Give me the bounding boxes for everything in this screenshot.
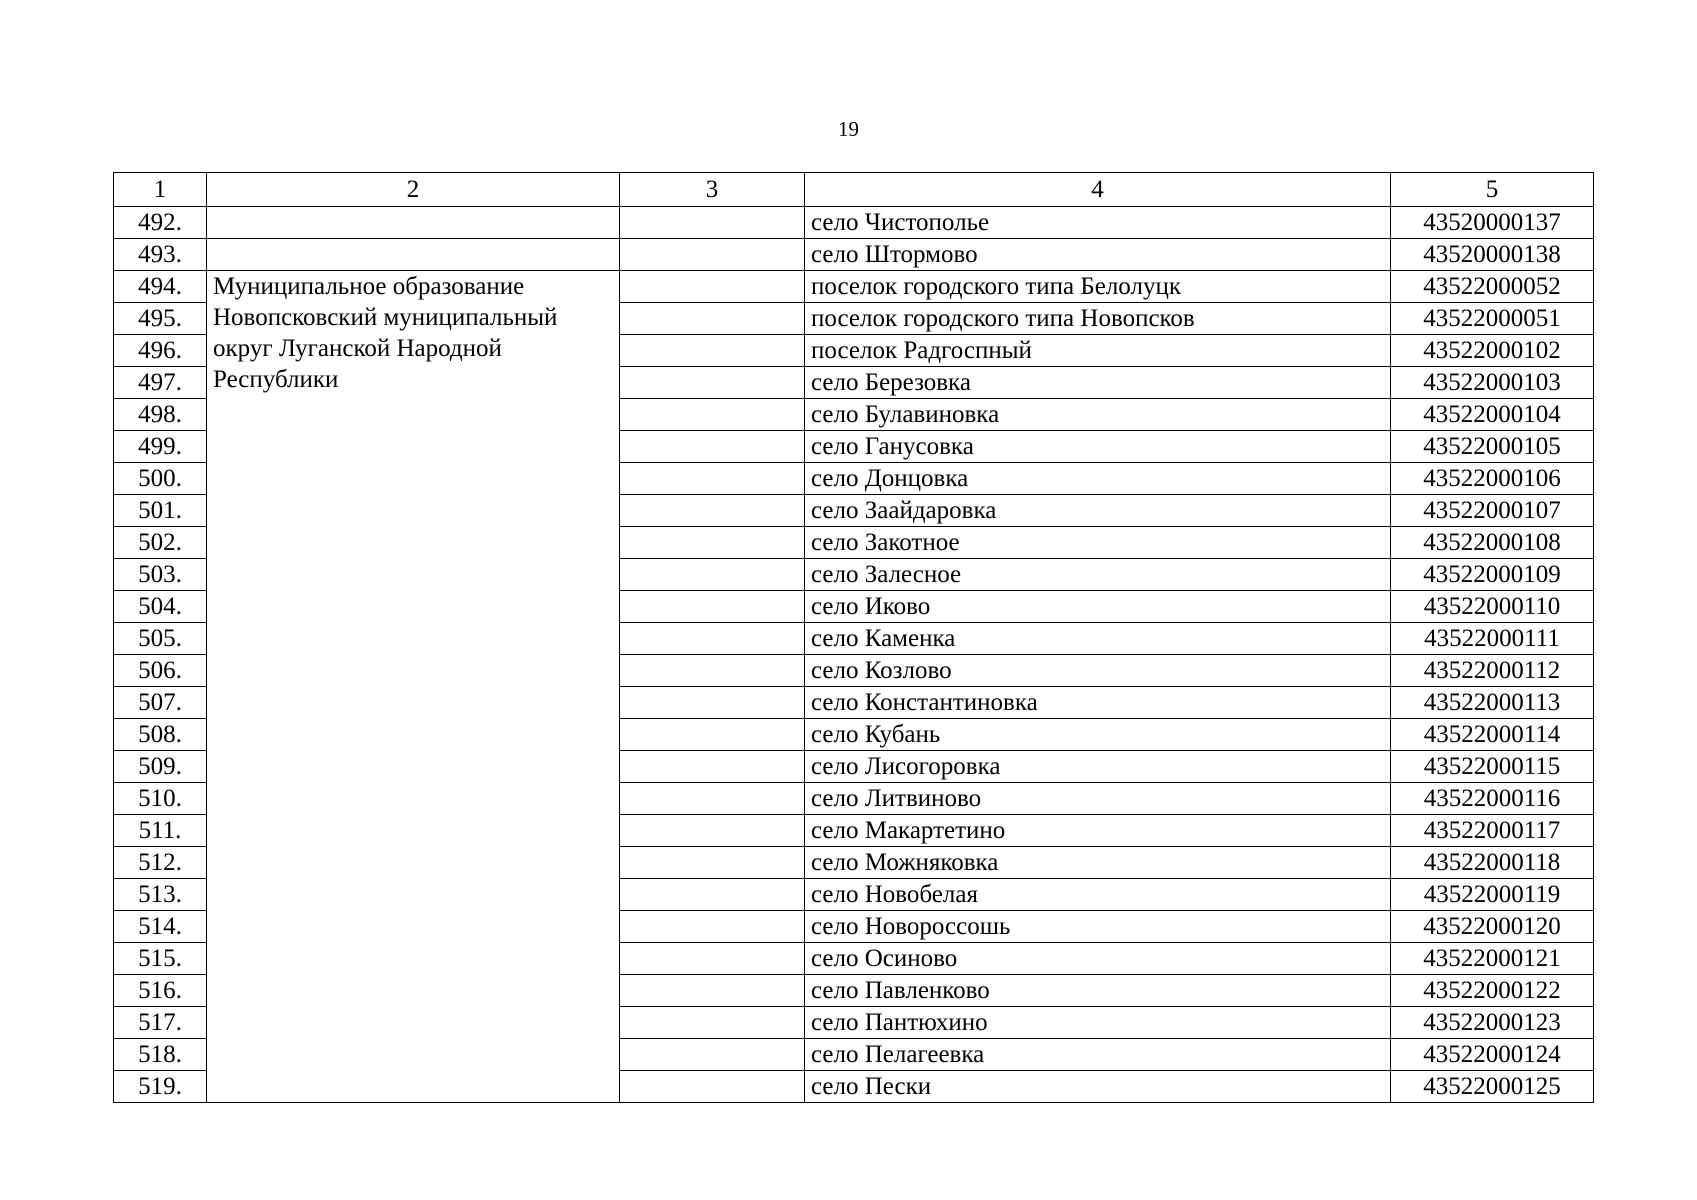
settlement-name-cell: поселок городского типа Новопсков — [805, 303, 1391, 335]
column-3-cell — [620, 591, 805, 623]
row-number-cell: 501. — [114, 495, 207, 527]
settlement-code-cell: 43522000108 — [1391, 527, 1594, 559]
row-number-cell: 495. — [114, 303, 207, 335]
settlement-name-cell: село Лисогоровка — [805, 751, 1391, 783]
settlement-name-cell: село Пантюхино — [805, 1007, 1391, 1039]
settlement-code-cell: 43522000103 — [1391, 367, 1594, 399]
column-3-cell — [620, 847, 805, 879]
settlement-code-cell: 43522000118 — [1391, 847, 1594, 879]
settlement-code-cell: 43522000123 — [1391, 1007, 1594, 1039]
table-row — [114, 239, 1594, 271]
row-number-cell: 508. — [114, 719, 207, 751]
settlement-name-cell: поселок городского типа Белолуцк — [805, 271, 1391, 303]
settlement-name-cell: село Березовка — [805, 367, 1391, 399]
municipality-cell — [207, 271, 620, 1103]
settlement-name-cell: село Булавиновка — [805, 399, 1391, 431]
row-number-cell: 518. — [114, 1039, 207, 1071]
column-3-cell — [620, 335, 805, 367]
settlement-name-cell: село Константиновка — [805, 687, 1391, 719]
settlement-code-cell: 43522000124 — [1391, 1039, 1594, 1071]
header-col-3: 3 — [620, 173, 805, 207]
settlement-code-cell: 43522000115 — [1391, 751, 1594, 783]
column-3-cell — [620, 719, 805, 751]
settlement-name-cell: село Донцовка — [805, 463, 1391, 495]
settlement-code-cell: 43522000125 — [1391, 1071, 1594, 1103]
settlement-code-cell: 43522000120 — [1391, 911, 1594, 943]
column-3-cell — [620, 527, 805, 559]
column-3-cell — [620, 783, 805, 815]
header-col-2: 2 — [207, 173, 620, 207]
settlement-code-cell: 43522000104 — [1391, 399, 1594, 431]
row-number-cell: 499. — [114, 431, 207, 463]
row-number-cell: 511. — [114, 815, 207, 847]
settlement-code-cell: 43522000052 — [1391, 271, 1594, 303]
settlement-name-cell: село Закотное — [805, 527, 1391, 559]
settlement-code-cell: 43522000051 — [1391, 303, 1594, 335]
column-3-cell — [620, 815, 805, 847]
settlement-name-cell: село Козлово — [805, 655, 1391, 687]
column-3-cell — [620, 655, 805, 687]
row-number-cell: 510. — [114, 783, 207, 815]
settlement-name-cell: село Осиново — [805, 943, 1391, 975]
settlement-code-cell: 43522000113 — [1391, 687, 1594, 719]
table-row — [114, 271, 1594, 303]
settlement-code-cell: 43522000106 — [1391, 463, 1594, 495]
column-3-cell — [620, 1007, 805, 1039]
table-body — [114, 207, 1594, 1103]
settlement-code-cell: 43522000121 — [1391, 943, 1594, 975]
settlement-name-cell: село Иково — [805, 591, 1391, 623]
settlement-code-cell: 43522000117 — [1391, 815, 1594, 847]
settlement-code-cell: 43522000122 — [1391, 975, 1594, 1007]
settlement-code-cell: 43522000107 — [1391, 495, 1594, 527]
settlement-name-cell: село Чистополье — [805, 207, 1391, 239]
column-3-cell — [620, 239, 805, 271]
header-col-1: 1 — [114, 173, 207, 207]
row-number-cell: 503. — [114, 559, 207, 591]
settlement-code-cell: 43522000110 — [1391, 591, 1594, 623]
row-number-cell: 517. — [114, 1007, 207, 1039]
column-3-cell — [620, 495, 805, 527]
row-number-cell: 516. — [114, 975, 207, 1007]
municipality-name-line: округ Луганской Народной — [213, 335, 502, 362]
settlement-name-cell: село Павленково — [805, 975, 1391, 1007]
page-number: 19 — [838, 117, 859, 141]
column-3-cell — [620, 1039, 805, 1071]
settlement-code-cell: 43522000119 — [1391, 879, 1594, 911]
column-3-cell — [620, 1071, 805, 1103]
table-row — [114, 207, 1594, 239]
column-3-cell — [620, 367, 805, 399]
settlement-name-cell: село Каменка — [805, 623, 1391, 655]
header-col-5: 5 — [1391, 173, 1594, 207]
row-number-cell: 507. — [114, 687, 207, 719]
column-3-cell — [620, 207, 805, 239]
settlement-name-cell: село Литвиново — [805, 783, 1391, 815]
column-3-cell — [620, 463, 805, 495]
column-3-cell — [620, 911, 805, 943]
row-number-cell: 498. — [114, 399, 207, 431]
settlement-name-cell: поселок Радгоспный — [805, 335, 1391, 367]
row-number-cell: 515. — [114, 943, 207, 975]
row-number-cell: 506. — [114, 655, 207, 687]
header-col-4: 4 — [805, 173, 1391, 207]
municipality-cell — [207, 207, 620, 239]
column-3-cell — [620, 623, 805, 655]
row-number-cell: 493. — [114, 239, 207, 271]
settlement-name-cell: село Можняковка — [805, 847, 1391, 879]
settlement-name-cell: село Ганусовка — [805, 431, 1391, 463]
column-3-cell — [620, 559, 805, 591]
settlement-name-cell: село Заайдаровка — [805, 495, 1391, 527]
row-number-cell: 494. — [114, 271, 207, 303]
municipality-cell — [207, 239, 620, 271]
column-3-cell — [620, 751, 805, 783]
settlement-code-cell: 43522000105 — [1391, 431, 1594, 463]
settlement-code-cell: 43522000109 — [1391, 559, 1594, 591]
column-3-cell — [620, 303, 805, 335]
municipality-name-line: Муниципальное образование — [213, 273, 525, 300]
settlement-code-cell: 43520000137 — [1391, 207, 1594, 239]
row-number-cell: 504. — [114, 591, 207, 623]
settlement-name-cell: село Кубань — [805, 719, 1391, 751]
column-3-cell — [620, 431, 805, 463]
settlements-table — [113, 172, 1594, 1103]
settlement-name-cell: село Пески — [805, 1071, 1391, 1103]
settlement-code-cell: 43520000138 — [1391, 239, 1594, 271]
row-number-cell: 519. — [114, 1071, 207, 1103]
column-3-cell — [620, 879, 805, 911]
settlement-code-cell: 43522000111 — [1391, 623, 1594, 655]
row-number-cell: 505. — [114, 623, 207, 655]
municipality-name-line: Республики — [213, 366, 339, 393]
row-number-cell: 513. — [114, 879, 207, 911]
column-3-cell — [620, 975, 805, 1007]
table-header-row — [114, 173, 1594, 207]
settlement-name-cell: село Штормово — [805, 239, 1391, 271]
settlement-code-cell: 43522000102 — [1391, 335, 1594, 367]
settlement-name-cell: село Новороссошь — [805, 911, 1391, 943]
row-number-cell: 514. — [114, 911, 207, 943]
row-number-cell: 509. — [114, 751, 207, 783]
row-number-cell: 500. — [114, 463, 207, 495]
settlement-name-cell: село Макартетино — [805, 815, 1391, 847]
row-number-cell: 497. — [114, 367, 207, 399]
column-3-cell — [620, 687, 805, 719]
column-3-cell — [620, 399, 805, 431]
settlement-name-cell: село Новобелая — [805, 879, 1391, 911]
row-number-cell: 502. — [114, 527, 207, 559]
row-number-cell: 492. — [114, 207, 207, 239]
settlement-name-cell: село Залесное — [805, 559, 1391, 591]
settlement-code-cell: 43522000112 — [1391, 655, 1594, 687]
settlement-code-cell: 43522000114 — [1391, 719, 1594, 751]
column-3-cell — [620, 943, 805, 975]
row-number-cell: 512. — [114, 847, 207, 879]
column-3-cell — [620, 271, 805, 303]
row-number-cell: 496. — [114, 335, 207, 367]
settlement-code-cell: 43522000116 — [1391, 783, 1594, 815]
municipality-name-line: Новопсковский муниципальный — [213, 304, 558, 331]
settlement-name-cell: село Пелагеевка — [805, 1039, 1391, 1071]
